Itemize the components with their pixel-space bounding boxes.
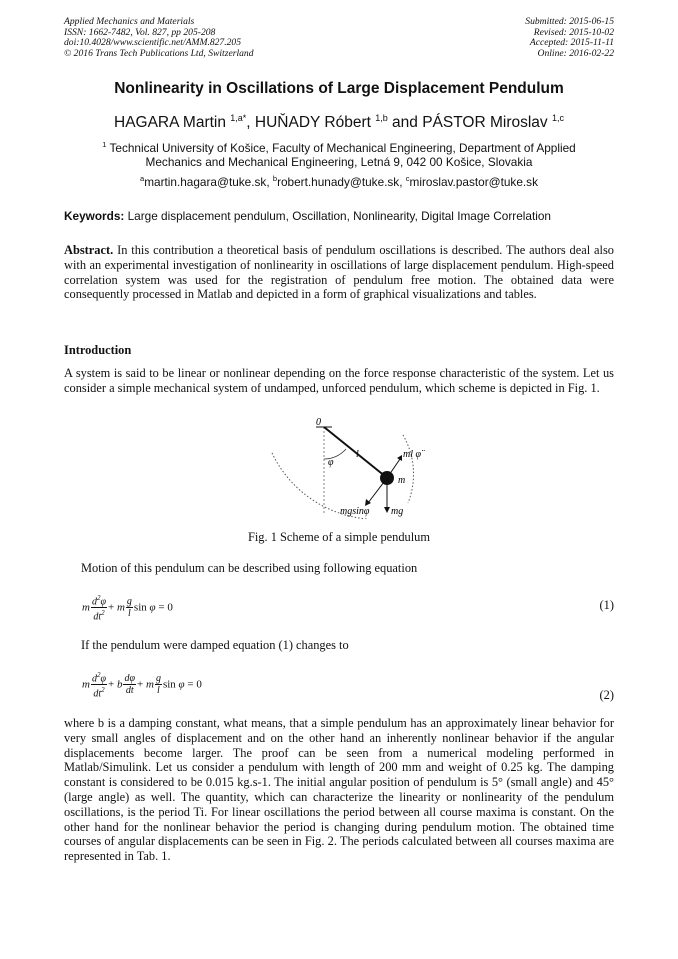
author-name: , HUŇADY Róbert [246, 114, 376, 132]
author-name: and PÁSTOR Miroslav [387, 114, 552, 132]
damped-text: If the pendulum were damped equation (1) changes to [81, 638, 349, 652]
figure-caption: Fig. 1 Scheme of a simple pendulum [247, 530, 431, 544]
journal-line: © 2016 Trans Tech Publications Ltd, Switzerland [64, 47, 254, 59]
label-l: l [356, 449, 359, 460]
date-line: Revised: 2015-10-02 [533, 26, 614, 38]
label-phi: φ [328, 457, 334, 468]
dates-info [525, 17, 614, 59]
keywords [64, 209, 624, 223]
affiliation [0, 138, 678, 169]
author-sup: 1,c [551, 113, 564, 123]
affil-line: Mechanics and Mechanical Engineering, Letná 9, 042 00 Košice, Slovakia [145, 154, 533, 169]
abstract-label: Abstract. [64, 243, 114, 257]
intro-heading: Introduction [64, 343, 132, 357]
email-link[interactable]: martin.hagara@tuke.sk, [144, 174, 273, 189]
author-sup: 1,a* [230, 113, 247, 123]
emails [0, 174, 678, 189]
journal-line: Applied Mechanics and Materials [64, 16, 195, 27]
authors [0, 113, 678, 132]
author-sup: 1,b [375, 113, 388, 123]
abstract [64, 243, 614, 302]
label-mg: mg [391, 506, 404, 517]
date-line: Accepted: 2015-11-11 [529, 37, 614, 49]
journal-info [64, 17, 254, 59]
motion-text: Motion of this pendulum can be described using following equation [81, 561, 418, 575]
keywords-label: Keywords: [64, 209, 125, 223]
date-line: Submitted: 2015-06-15 [525, 16, 614, 27]
date-line: Online: 2016-02-22 [537, 47, 614, 59]
equation-1: m $\frac{d^2\varphi}{dt^2}$ + m $\frac{g}{l}$ sin φ = 0 [82, 594, 173, 623]
equation-2: m $\frac{d^2\varphi}{dt^2}$ + b $\frac{d\varphi}{dt}$ + m $\frac{g}{l}$ sin φ = 0 [82, 671, 202, 700]
paper-title: Nonlinearity in Oscillations of Large Displacement Pendulum [114, 80, 564, 97]
affil-sup: 1 [102, 140, 107, 149]
equation-1-number: (1) [599, 598, 614, 612]
pendulum-figure [268, 415, 428, 519]
label-ml-phi: ml φ̈ [403, 449, 422, 460]
email-link[interactable]: robert.hunady@tuke.sk, [277, 174, 406, 189]
email-link[interactable]: miroslav.pastor@tuke.sk [409, 174, 538, 189]
label-mgsinphi: mgsinφ [340, 506, 370, 517]
author-name: HAGARA Martin [114, 114, 231, 132]
email-sup: c [405, 174, 410, 183]
abstract-text: In this contribution a theoretical basis of pendulum oscillations is described. The authors deal also with an experimental investigation of nonlinearity in oscillations of large displacement pendulum. High-speed correlation system was used for the registration of pendulum free motion. The obtained data were consequently processed in Matlab and depicted in a form of graphical visualizations and tables. [64, 243, 614, 302]
affil-line: Technical University of Košice, Faculty of Mechanical Engineering, Department of Applied [109, 140, 576, 155]
email-sup: b [272, 174, 278, 183]
pendulum-rod [324, 427, 386, 477]
equation-2-number: (2) [599, 688, 614, 702]
body-text: where b is a damping constant, what means, that a simple pendulum has an approximately linear behavior for very small angles of displacement and on the other hand an inherently nonlinear behavior if the angular displacements become larger. The proof can be seen from a numerical modeling performed in Matlab/Simulink. Let us consider a pendulum with length of 200 mm and weight of 0.25 kg. The damping constant is considered to be 0.015 kg.s-1. The initial angular position of pendulum is 5° (small angle) and 45° (large angle) as well. The quantity, which can characterize the linearity or nonlinearity of the pendulum oscillations, is the period Ti. For linear oscillations the period between all course maxima is constant. On the other hand for the nonlinear behavior the period is changing during pendulum motion. The obtained time courses of angular displacements can be seen in Fig. 2. The periods calculated between all courses maxima are represented in Tab. 1. [64, 716, 614, 864]
intro-text: A system is said to be linear or nonlinear depending on the force response characteristic of the system. Let us consider a simple mechanical system of undamped, unforced pendulum, which scheme is depicted in Fig. 1. [64, 366, 614, 395]
label-m: m [398, 475, 406, 486]
journal-line: doi:10.4028/www.scientific.net/AMM.827.205 [64, 37, 242, 49]
journal-line: ISSN: 1662-7482, Vol. 827, pp 205-208 [64, 26, 216, 38]
email-sup: a [140, 174, 145, 183]
keywords-text: Large displacement pendulum, Oscillation, Nonlinearity, Digital Image Correlation [124, 209, 551, 223]
label-zero: 0 [316, 417, 321, 428]
